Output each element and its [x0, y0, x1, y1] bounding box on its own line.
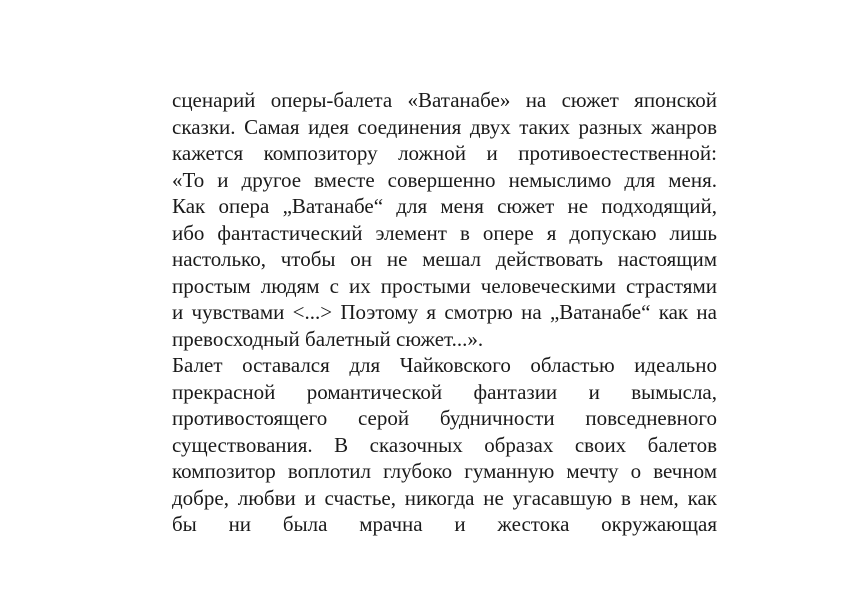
- text-line: добре, любви и счастье, никогда не угасавшую в нем, как: [172, 485, 717, 510]
- text-line: «То и другое вместе совершенно немыслимо для меня.: [172, 167, 717, 192]
- text-line: настолько, чтобы он не мешал действовать настоящим: [172, 247, 717, 271]
- text-line: простым людям с их простыми человеческими страстями: [172, 273, 717, 298]
- text-line: сценарий оперы-балета «Ватанабе» на сюжет японской: [172, 88, 717, 112]
- text-line: Балет оставался для Чайковского областью идеально: [172, 353, 717, 377]
- text-line: существования. В сказочных образах своих балетов: [172, 432, 717, 457]
- text-line: противостоящего серой будничности повседневного: [172, 406, 717, 430]
- text-line: сказки. Самая идея соединения двух таких разных жанров: [172, 114, 717, 139]
- body-text: [172, 87, 717, 538]
- text-line: превосходный балетный сюжет...».: [172, 326, 484, 351]
- text-line: прекрасной романтической фантазии и вымысла,: [172, 379, 717, 404]
- text-line: ибо фантастический элемент в опере я допускаю лишь: [172, 220, 717, 245]
- text-line: и чувствами <...> Поэтому я смотрю на „Ватанабе“ как на: [172, 300, 717, 324]
- text-line: бы ни была мрачна и жестока окружающая: [172, 512, 717, 536]
- text-line: композитор воплотил глубоко гуманную мечту о вечном: [172, 459, 717, 483]
- text-line: Как опера „Ватанабе“ для меня сюжет не подходящий,: [172, 194, 717, 218]
- text-line: кажется композитору ложной и противоестественной:: [172, 141, 717, 165]
